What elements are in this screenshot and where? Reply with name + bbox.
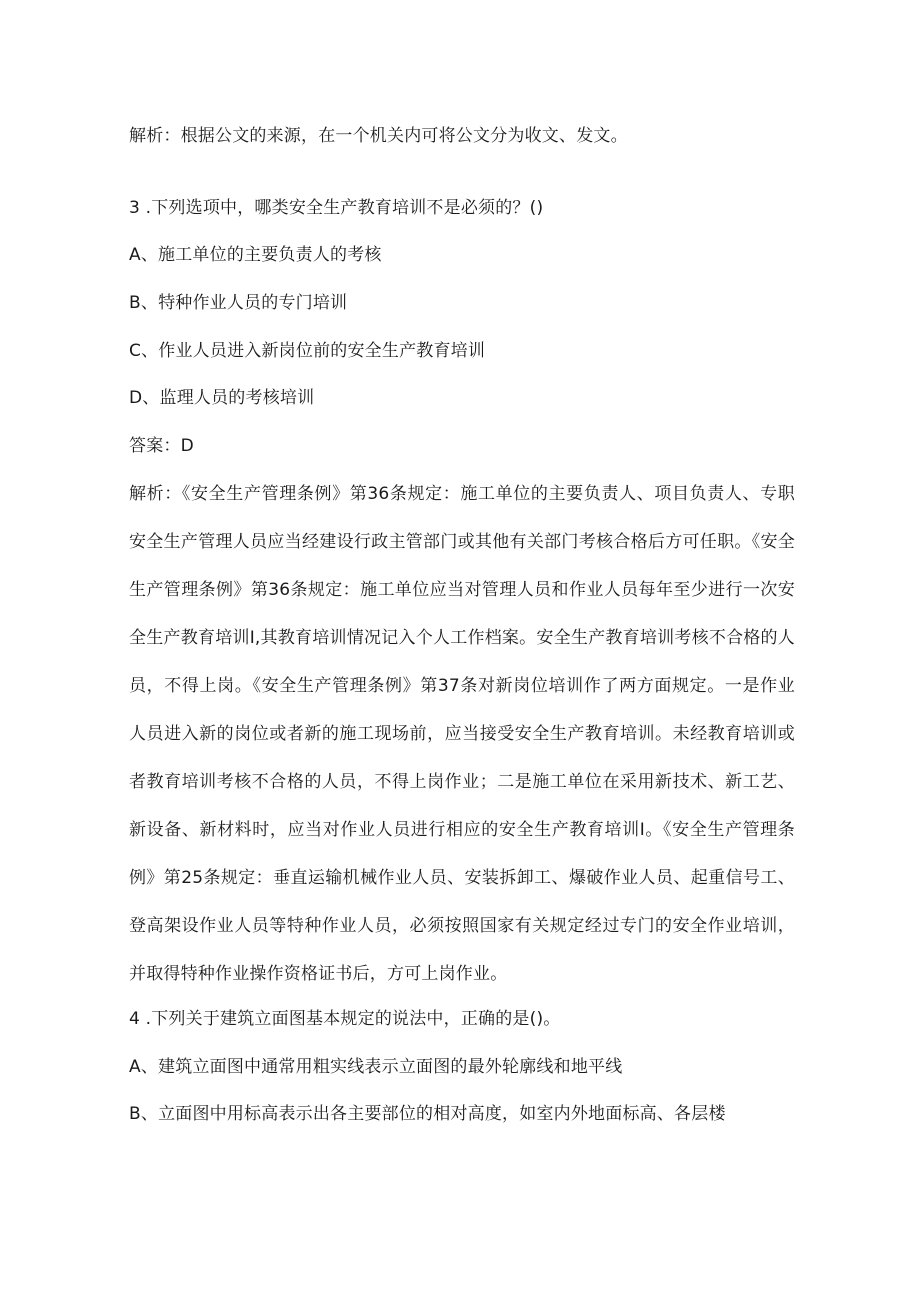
q3-option-b: B、特种作业人员的专门培训 — [129, 293, 348, 313]
q4-question: 4 .下列关于建筑立面图基本规定的说法中，正确的是()。 — [129, 1009, 561, 1029]
q3-option-c: C、作业人员进入新岗位前的安全生产教育培训 — [129, 341, 486, 361]
q4-option-a: A、建筑立面图中通常用粗实线表示立面图的最外轮廓线和地平线 — [129, 1057, 623, 1077]
q3-analysis: 解析：《安全生产管理条例》第36条规定：施工单位的主要负责人、项目负责人、专职安全生产管理人员应当经建设行政主管部门或其他有关部门考核合格后方可任职。《安全生产管理条例》第36条规定：施工单位应当对管理人员和作业人员每年至少进行一次安全生产教育培训I,其教育培训情况记入个人工作档案。安全生产教育培训考核不合格的人员，不得上岗。《安全生产管理条例》第37条对新岗位培训作了两方面规定。一是作业人员进入新的岗位或者新的施工现场前，应当接受安全生产教育培训。未经教育培训或者教育培训考核不合格的人员，不得上岗作业；二是施工单位在采用新技术、新工艺、新设备、新材料时，应当对作业人员进行相应的安全生产教育培训I。《安全生产管理条例》第25条规定：垂直运输机械作业人员、安装拆卸工、爆破作业人员、起重信号工、登高架设作业人员等特种作业人员，必须按照国家有关规定经过专门的安全作业培训，并取得特种作业操作资格证书后，方可上岗作业。 — [129, 484, 795, 984]
q3-option-a: A、施工单位的主要负责人的考核 — [129, 245, 382, 265]
q3-question: 3 .下列选项中，哪类安全生产教育培训不是必须的？() — [129, 198, 544, 218]
q3-answer: 答案：D — [129, 436, 194, 456]
q2-analysis: 解析：根据公文的来源，在一个机关内可将公文分为收文、发文。 — [129, 126, 628, 146]
q4-option-b: B、立面图中用标高表示出各主要部位的相对高度，如室内外地面标高、各层楼 — [129, 1104, 726, 1124]
q3-option-d: D、监理人员的考核培训 — [129, 388, 315, 408]
